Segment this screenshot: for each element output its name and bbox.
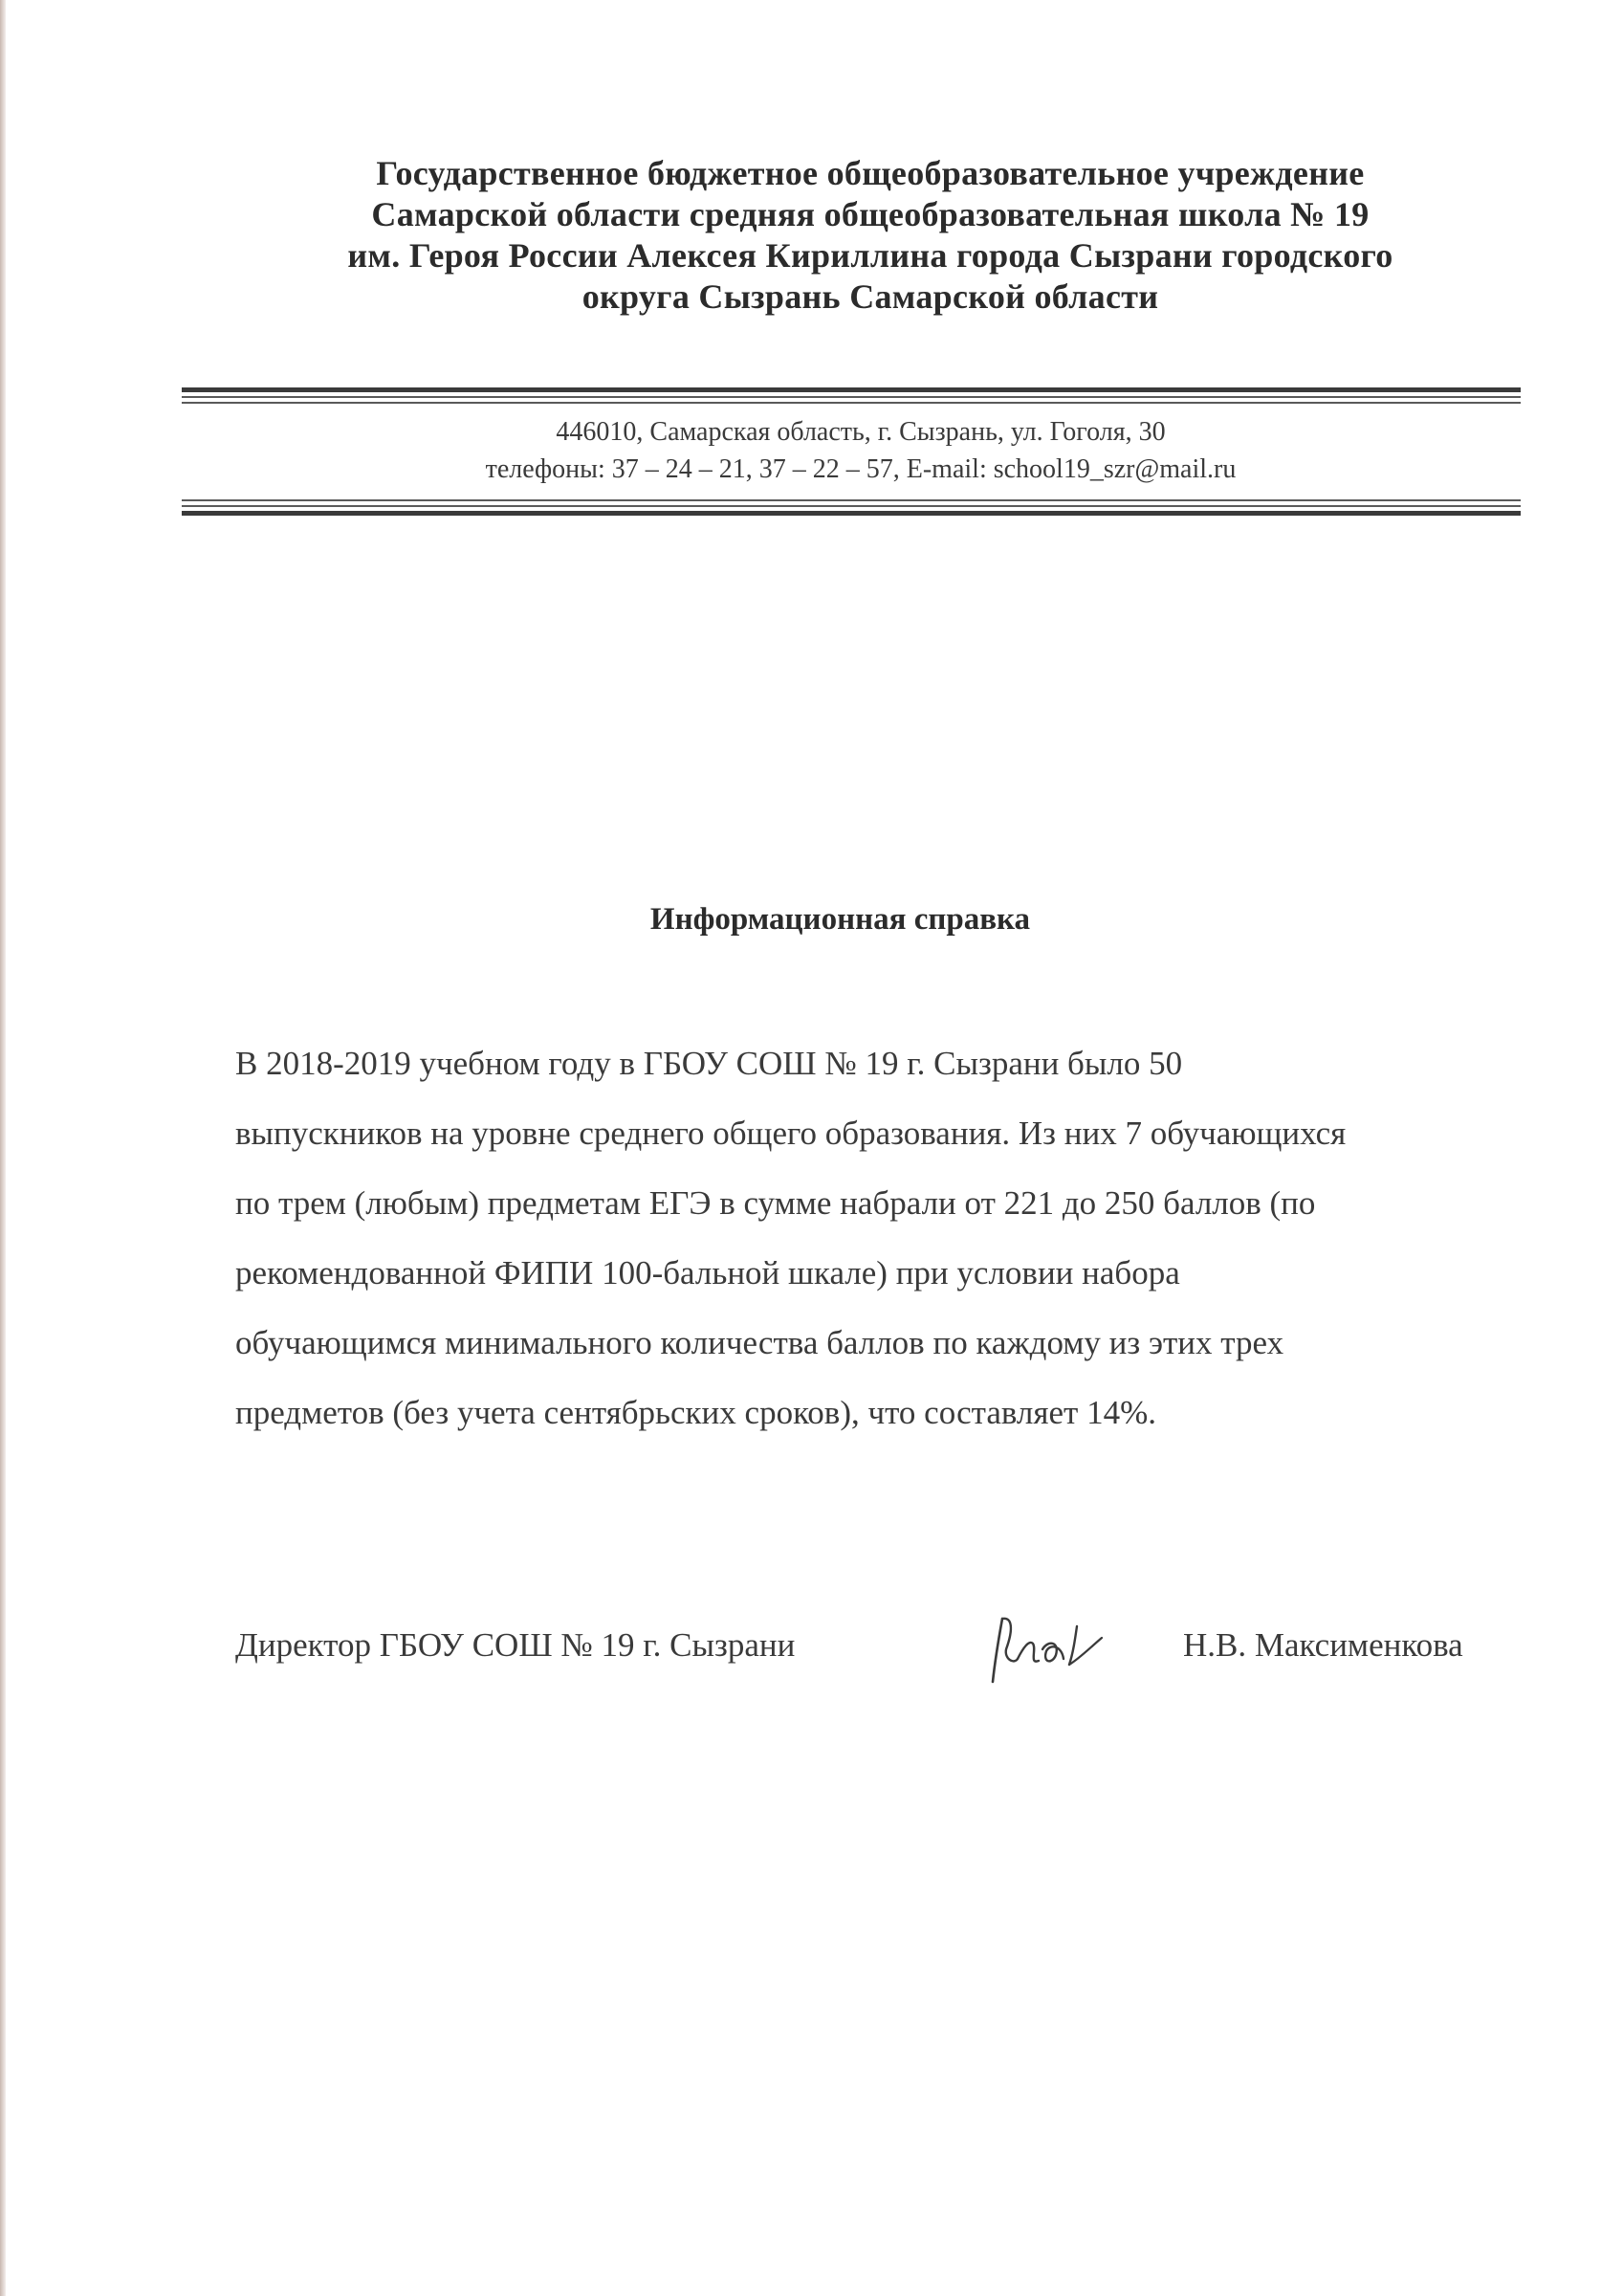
- document-body: [235, 1028, 1498, 1447]
- rule-thick: [182, 511, 1521, 516]
- body-line-4: рекомендованной ФИПИ 100-бальной шкале) при условии набора: [235, 1254, 1180, 1292]
- letterhead-organization: [249, 153, 1492, 318]
- rule-thin: [182, 505, 1521, 507]
- letterhead-bottom-rule: [182, 499, 1521, 519]
- rule-thin: [182, 396, 1521, 398]
- body-line-5: обучающимся минимального количества баллов по каждому из этих трех: [235, 1324, 1284, 1361]
- body-line-3: по трем (любым) предметам ЕГЭ в сумме набрали от 221 до 250 баллов (по: [235, 1184, 1316, 1222]
- rule-thick: [182, 387, 1521, 392]
- body-line-2: выпускников на уровне среднего общего образования. Из них 7 обучающихся: [235, 1115, 1347, 1152]
- org-line-4: округа Сызрань Самарской области: [581, 277, 1159, 316]
- document-title: Информационная справка: [649, 902, 1031, 937]
- signer-position: Директор ГБОУ СОШ № 19 г. Сызрани: [235, 1626, 796, 1664]
- letterhead-top-rule: [182, 387, 1521, 408]
- phones-line: телефоны: 37 – 24 – 21, 37 – 22 – 57, E-mail: school19_szr@mail.ru: [485, 454, 1237, 484]
- body-line-6: предметов (без учета сентябрьских сроков), что составляет 14%.: [235, 1394, 1156, 1431]
- handwritten-signature: [985, 1611, 1119, 1688]
- rule-thin: [182, 402, 1521, 404]
- signer-name: Н.В. Максименкова: [1183, 1626, 1463, 1664]
- letterhead-contacts: [287, 413, 1435, 488]
- address-line: 446010, Самарская область, г. Сызрань, ул. Гоголя, 30: [556, 417, 1166, 447]
- signature-row: [0, 1619, 1623, 1686]
- org-line-1: Государственное бюджетное общеобразовательное учреждение: [376, 154, 1365, 192]
- org-line-2: Самарской области средняя общеобразовательная школа № 19: [371, 195, 1370, 233]
- scan-edge: [0, 0, 6, 2296]
- rule-thin: [182, 499, 1521, 501]
- body-line-1: В 2018-2019 учебном году в ГБОУ СОШ № 19 г. Сызрани было 50: [235, 1045, 1183, 1082]
- org-line-3: им. Героя России Алексея Кириллина города Сызрани городского: [347, 236, 1393, 275]
